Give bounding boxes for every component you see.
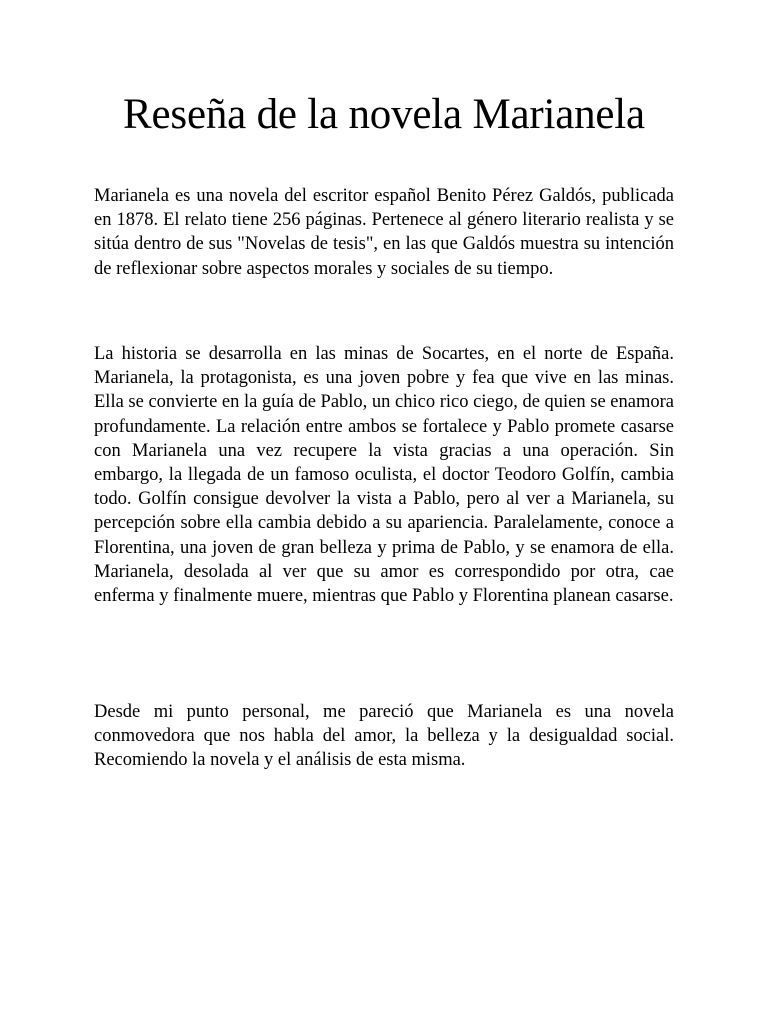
paragraph-plot-summary: La historia se desarrolla en las minas de Socartes, en el norte de España. Marianela, la protagonista, es una joven pobre y fea que vive en las minas. Ella se convierte en la guía de Pablo, un chico rico ciego, de quien se enamora profundamente. La relación entre ambos se fortalece y Pablo promete casarse con Marianela una vez recupere la vista gracias a una operación. Sin embargo, la llegada de un famoso oculista, el doctor Teodoro Golfín, cambia todo. Golfín consigue devolver la vista a Pablo, pero al ver a Marianela, su percepción sobre ella cambia debido a su apariencia. Paralelamente, conoce a Florentina, una joven de gran belleza y prima de Pablo, y se enamora de ella. Marianela, desolada al ver que su amor es correspondido por otra, cae enferma y finalmente muere, mientras que Pablo y Florentina planean casarse.: [94, 344, 674, 607]
paragraph-introduction: Marianela es una novela del escritor español Benito Pérez Galdós, publicada en 1878. El relato tiene 256 páginas. Pertenece al género literario realista y se sitúa dentro de sus "Novelas de tesis", en las que Galdós muestra su intención de reflexionar sobre aspectos morales y sociales de su tiempo.: [94, 186, 674, 279]
document-title: Reseña de la novela Marianela: [123, 91, 645, 138]
paragraph-personal-opinion: Desde mi punto personal, me pareció que Marianela es una novela conmovedora que nos habla del amor, la belleza y la desigualdad social. Recomiendo la novela y el análisis de esta misma.: [94, 702, 674, 771]
